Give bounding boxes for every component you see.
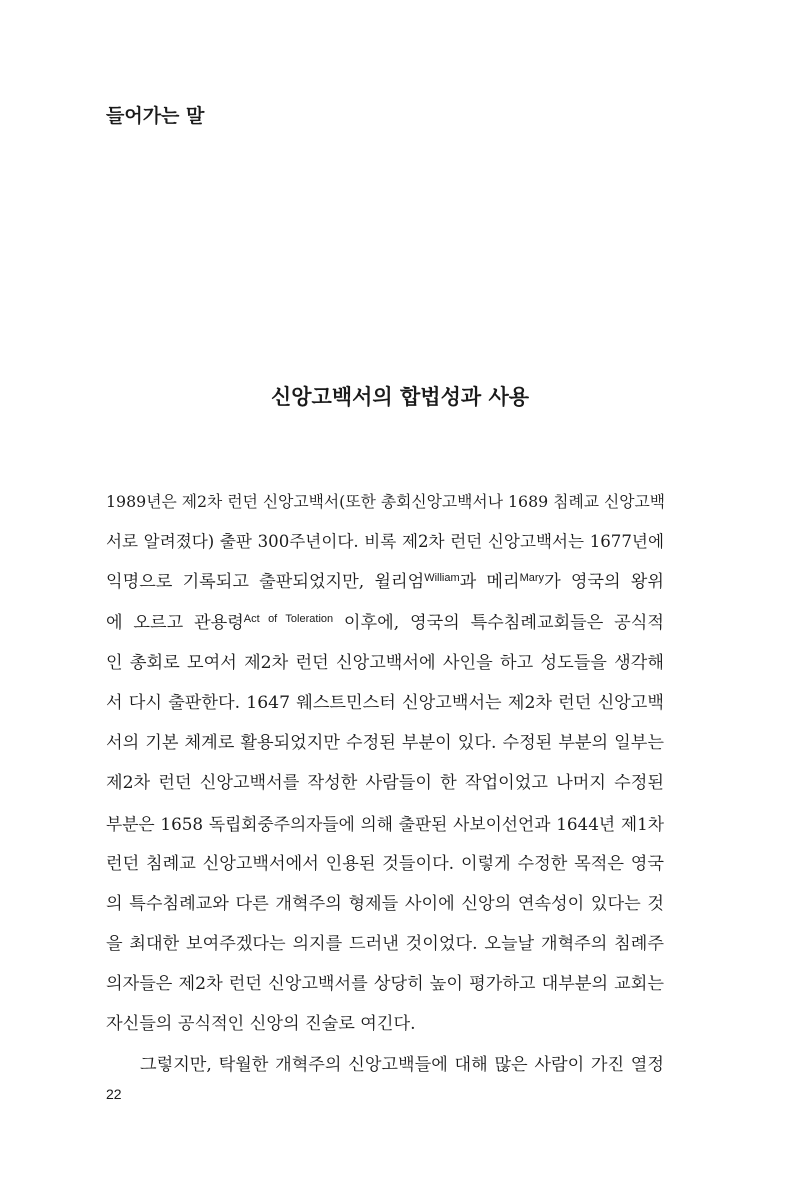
text-segment: 과 메리 bbox=[459, 572, 520, 593]
text-segment: 에 오르고 관용령 bbox=[106, 612, 244, 633]
text-line-paragraph-start: 그렇지만, 탁월한 개혁주의 신앙고백들에 대해 많은 사람이 가진 열정 bbox=[140, 1054, 664, 1075]
text-line bbox=[106, 603, 664, 643]
text-line: 의 특수침례교와 다른 개혁주의 형제들 사이에 신앙의 연속성이 있다는 것 bbox=[106, 893, 664, 914]
text-line bbox=[106, 562, 664, 602]
text-line: 1989년은 제2차 런던 신앙고백서(또한 총회신앙고백서나 1689 침례교 신앙고백 bbox=[106, 492, 666, 511]
text-segment: 이후에, 영국의 특수침례교회들은 공식적 bbox=[333, 612, 664, 633]
text-line: 서 다시 출판한다. 1647 웨스트민스터 신앙고백서는 제2차 런던 신앙고백 bbox=[106, 692, 664, 713]
text-line: 런던 침례교 신앙고백서에서 인용된 것들이다. 이렇게 수정한 목적은 영국 bbox=[106, 853, 664, 874]
text-segment: 익명으로 기록되고 출판되었지만, 윌리엄 bbox=[106, 572, 425, 593]
text-line: 서로 알려졌다) 출판 300주년이다. 비록 제2차 런던 신앙고백서는 1677년에 bbox=[106, 532, 664, 552]
text-line: 부분은 1658 독립회중주의자들에 의해 출판된 사보이선언과 1644년 제1차 bbox=[106, 813, 664, 834]
text-line: 인 총회로 모여서 제2차 런던 신앙고백서에 사인을 하고 성도들을 생각해 bbox=[106, 652, 664, 673]
section-title: 신앙고백서의 합법성과 사용 bbox=[270, 385, 530, 409]
original-term-mary: Mary bbox=[519, 572, 545, 585]
text-line: 의자들은 제2차 런던 신앙고백서를 상당히 높이 평가하고 대부분의 교회는 bbox=[106, 974, 664, 995]
original-term-act-of-toleration: Act of Toleration bbox=[243, 612, 334, 625]
page-number: 22 bbox=[106, 1086, 122, 1102]
text-segment: 가 영국의 왕위 bbox=[544, 572, 664, 593]
text-line-paragraph-end: 자신들의 공식적인 신앙의 진술로 여긴다. bbox=[106, 1014, 416, 1035]
text-line: 을 최대한 보여주겠다는 의지를 드러낸 것이었다. 오늘날 개혁주의 침례주 bbox=[106, 934, 664, 955]
running-head: 들어가는 말 bbox=[106, 105, 205, 127]
body-text bbox=[106, 482, 664, 1085]
original-term-william: William bbox=[424, 572, 460, 585]
text-line: 제2차 런던 신앙고백서를 작성한 사람들이 한 작업이었고 나머지 수정된 bbox=[106, 773, 664, 794]
text-line: 서의 기본 체계로 활용되었지만 수정된 부분이 있다. 수정된 부분의 일부는 bbox=[106, 733, 664, 754]
